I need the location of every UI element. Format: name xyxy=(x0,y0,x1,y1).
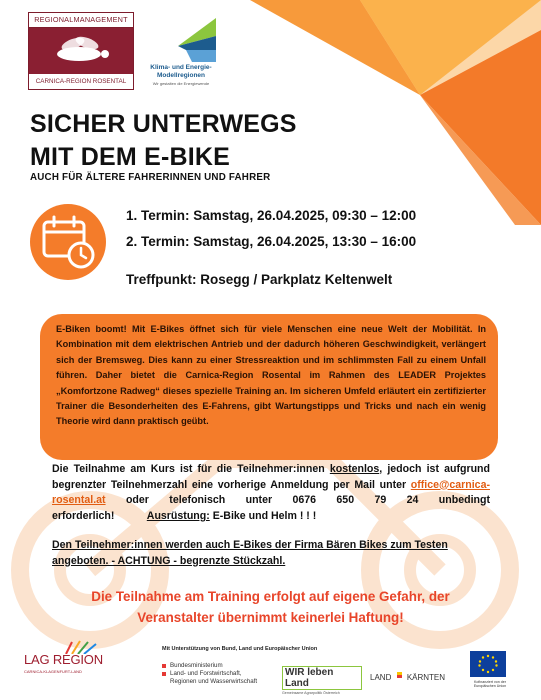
kem-logo xyxy=(136,16,226,94)
austria-flag-icon xyxy=(162,664,166,676)
logo-top-text: REGIONALMANAGEMENT xyxy=(29,13,133,28)
bm-line-3: Regionen und Wasserwirtschaft xyxy=(170,678,258,685)
email-link[interactable]: office@carnica-rosental.at xyxy=(52,478,490,507)
warning-line-2: Veranstalter übernimmt keinerlei Haftung! xyxy=(137,610,404,625)
kem-emblem-icon xyxy=(136,16,226,64)
bee-icon xyxy=(29,28,133,74)
treffpunkt: Treffpunkt: Rosegg / Parkplatz Keltenwelt xyxy=(126,272,393,287)
lag-subtitle: CARNICA-KLAGENFURT-LAND xyxy=(24,669,82,674)
page-title xyxy=(30,108,297,174)
wir-leben-land-logo xyxy=(282,666,362,695)
kem-tagline: Wir gestalten die Energiewende xyxy=(152,81,210,86)
title-line-1: SICHER UNTERWEGS xyxy=(30,110,297,138)
kaernten-text: KÄRNTEN xyxy=(406,673,446,682)
registration-text-3: oder telefonisch unter 0676 650 79 24 unbedingt erforderlich! xyxy=(52,494,490,522)
regionalmanagement-logo xyxy=(28,12,134,90)
equipment-label: Ausrüstung: xyxy=(146,509,210,522)
registration-text-1: Die Teilnahme am Kurs ist für die Teilnehmer:innen xyxy=(52,463,330,475)
bm-line-2: Land- und Forstwirtschaft, xyxy=(170,670,242,677)
registration-text-2: , jedoch ist aufgrund begrenzter Teilnehmerzahl eine vorherige Anmeldung per Mail unter xyxy=(52,463,490,491)
kem-name xyxy=(136,64,226,79)
ebikes-note: Den Teilnehmer:innen werden auch E-Bikes der Firma Bären Bikes zum Testen angeboten. - ACHTUNG - begrenzte Stückzahl. xyxy=(52,539,448,567)
description-box xyxy=(40,314,498,460)
wir-title: WIR leben Land xyxy=(282,666,362,690)
warning-line-1: Die Teilnahme am Training erfolgt auf eigene Gefahr, der xyxy=(91,589,450,604)
calendar-clock-icon xyxy=(30,204,106,280)
logo-bottom-text: CARNICA-REGION ROSENTAL xyxy=(35,78,127,85)
kem-line1: Klima- und Energie- xyxy=(150,64,212,71)
calendar-badge xyxy=(30,204,106,280)
lag-title: LAG REGION xyxy=(24,652,103,667)
eu-text: Kofinanziert von der Europäischen Union xyxy=(473,680,507,688)
subtitle: AUCH FÜR ÄLTERE FAHRERINNEN UND FAHRER xyxy=(30,172,271,183)
bmlrt-text xyxy=(170,662,257,686)
description-text: E-Biken boomt! Mit E-Bikes öffnet sich für viele Menschen eine neue Welt der Mobilität. In Kombination mit dem elektrischen Antrieb und der dadurch höheren Geschwindigkeit, verlängert sich der Bremsweg. Dies kann zu einer Stressreaktion und im schlimmsten Fall zu einem Unfall führen. Daher bietet die Carnica-Region Rosental im Rahmen des LEADER Projektes „Komfortzone Radweg“ dieses spezielle Training an. Im sicheren Umfeld erläutert ein zertifizierter Trainer die Besonderheiten des E-Fahrens, gibt Wartungstipps und Tricks und nach ein wenig Theorie wird dann praktisch geübt. xyxy=(56,324,486,427)
lag-region-logo xyxy=(24,648,114,688)
bm-line-1: Bundesministerium xyxy=(170,662,223,669)
kaernten-flag-icon xyxy=(397,672,402,681)
liability-warning xyxy=(40,586,501,628)
support-line: Mit Unterstützung von Bund, Land und Europäischer Union xyxy=(162,646,318,652)
termin-2: 2. Termin: Samstag, 26.04.2025, 13:30 – 16:00 xyxy=(126,234,417,249)
bee-emblem xyxy=(29,28,133,74)
title-line-2: MIT DEM E-BIKE xyxy=(30,143,231,171)
land-text: LAND xyxy=(370,673,392,682)
kem-line2: Modellregionen xyxy=(156,71,206,79)
eu-flag-icon xyxy=(470,651,506,677)
land-kaernten-logo xyxy=(370,672,445,682)
termin-1: 1. Termin: Samstag, 26.04.2025, 09:30 – 12:00 xyxy=(126,208,417,223)
wir-subtitle: Gemeinsame Agrarpolitik Österreich xyxy=(282,691,340,695)
registration-info xyxy=(52,462,490,524)
kostenlos-text: kostenlos xyxy=(329,463,380,475)
equipment-value: E-Bike und Helm ! ! ! xyxy=(209,509,317,522)
